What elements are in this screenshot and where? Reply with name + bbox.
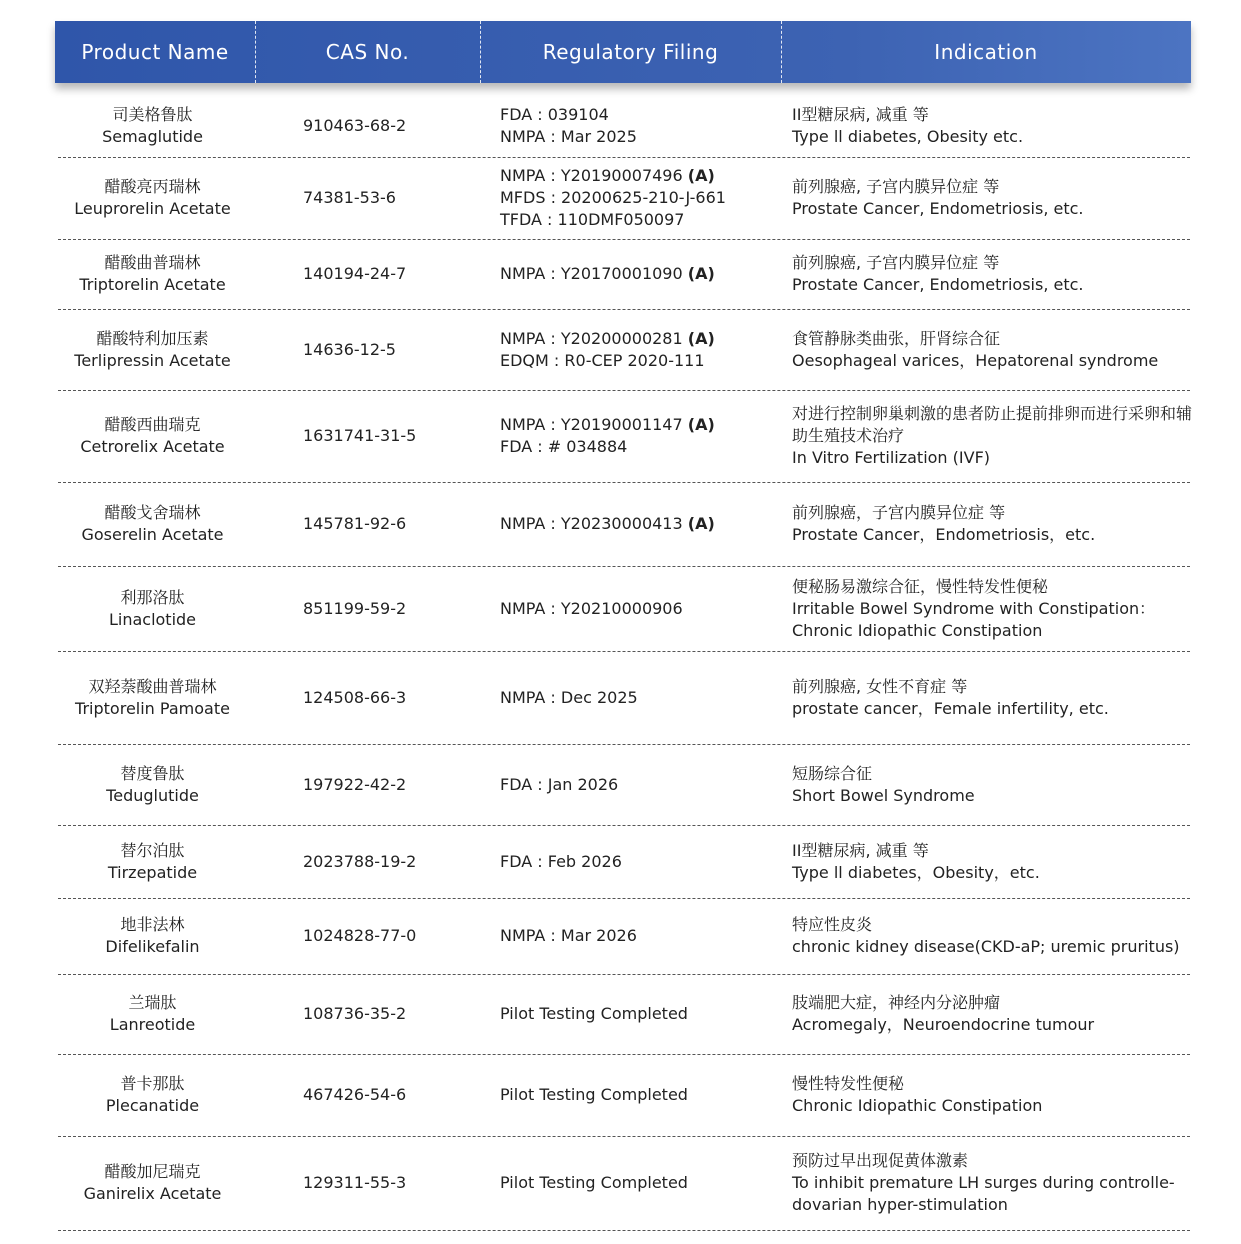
regulatory-filing-cell (500, 157, 780, 239)
product-name-cell (55, 157, 250, 239)
cas-number-cell (303, 157, 473, 239)
cas-number-cell (303, 825, 473, 898)
regulatory-filing-cell (500, 651, 780, 744)
product-name-en: Leuprorelin Acetate (74, 199, 231, 218)
indication-en: Prostate Cancer, Endometriosis, etc. (792, 275, 1084, 294)
filing-text: NMPA : Y20230000413 (500, 514, 683, 533)
table-row (0, 1136, 1241, 1230)
product-name-cn: 双羟萘酸曲普瑞林 (88, 676, 217, 696)
product-name-cn: 司美格鲁肽 (112, 104, 193, 124)
cas-number: 851199-59-2 (303, 598, 407, 618)
cas-number: 14636-12-5 (303, 339, 396, 359)
regulatory-filing-cell (500, 1054, 780, 1136)
product-name-en: Lanreotide (109, 1015, 196, 1034)
table-header (55, 21, 1191, 83)
indication-en: Short Bowel Syndrome (792, 785, 975, 805)
indication-cn: II型糖尿病, 减重 等 (792, 104, 929, 124)
header-cas-no: CAS No. (325, 40, 410, 64)
product-name-en: Teduglutide (106, 785, 199, 805)
cas-number: 1631741-31-5 (303, 426, 417, 445)
product-name-en: Triptorelin Acetate (79, 275, 226, 294)
table-row (0, 566, 1241, 651)
cas-number: 124508-66-3 (303, 687, 407, 707)
cas-number-cell (303, 898, 473, 974)
filing-line (500, 350, 780, 372)
cas-number: 467426-54-6 (303, 1085, 407, 1104)
indication-cell (792, 390, 1192, 482)
filing-text: FDA : # 034884 (500, 437, 628, 456)
filing-text: NMPA : Dec 2025 (500, 687, 638, 707)
product-name-cell (55, 309, 250, 390)
indication-en: Prostate Cancer, Endometriosis, etc. (792, 199, 1084, 218)
regulatory-filing-cell (500, 239, 780, 309)
table-row (0, 898, 1241, 974)
indication-cn: 前列腺癌, 女性不育症 等 (792, 676, 968, 696)
product-name-cell (55, 390, 250, 482)
indication-cell (792, 898, 1192, 974)
product-name-en: Cetrorelix Acetate (80, 437, 225, 456)
table-row (0, 825, 1241, 898)
filing-line (500, 1172, 780, 1194)
cas-number-cell (303, 482, 473, 566)
product-name-cn: 醋酸曲普瑞林 (104, 253, 201, 272)
indication-cn: II型糖尿病, 减重 等 (792, 840, 929, 860)
indication-en: Acromegaly，Neuroendocrine tumour (792, 1015, 1095, 1034)
filing-text: MFDS : 20200625-210-J-661 (500, 188, 726, 207)
product-name-en: Ganirelix Acetate (83, 1184, 222, 1203)
product-name-en: Triptorelin Pamoate (75, 698, 230, 718)
filing-line (500, 513, 780, 535)
cas-number: 129311-55-3 (303, 1173, 407, 1192)
table-row (0, 1054, 1241, 1136)
regulatory-filing-cell (500, 94, 780, 157)
product-name-cell (55, 482, 250, 566)
indication-cell (792, 309, 1192, 390)
product-name-en: Semaglutide (102, 126, 203, 146)
indication-cell (792, 651, 1192, 744)
filing-line (500, 925, 780, 947)
filing-line (500, 1003, 780, 1025)
indication-cn: 对进行控制卵巢刺激的患者防止提前排卵而进行采卵和辅助生殖技术治疗 (792, 404, 1193, 445)
filing-line (500, 126, 780, 148)
indication-en: chronic kidney disease(CKD-aP; uremic pruritus) (792, 937, 1180, 956)
cas-number: 197922-42-2 (303, 774, 407, 794)
filing-flag: (A) (687, 328, 715, 348)
product-name-en: Goserelin Acetate (81, 525, 224, 544)
regulatory-filing-cell (500, 390, 780, 482)
cas-number-cell (303, 239, 473, 309)
cas-number-cell (303, 1136, 473, 1230)
row-divider (58, 1230, 1190, 1231)
indication-en: prostate cancer，Female infertility, etc. (792, 698, 1109, 718)
indication-cell (792, 825, 1192, 898)
product-name-en: Tirzepatide (107, 862, 198, 882)
product-name-en: Plecanatide (105, 1096, 200, 1115)
filing-text: FDA : Jan 2026 (500, 774, 619, 794)
regulatory-filing-cell (500, 744, 780, 825)
indication-cn: 慢性特发性便秘 (792, 1074, 905, 1093)
indication-en: In Vitro Fertilization (IVF) (792, 448, 991, 467)
filing-text: EDQM : R0-CEP 2020-111 (500, 350, 705, 370)
filing-text: FDA : 039104 (500, 104, 609, 124)
indication-en: Type ll diabetes，Obesity，etc. (792, 862, 1040, 882)
filing-line (500, 1084, 780, 1106)
cas-number: 108736-35-2 (303, 1004, 407, 1023)
cas-number-cell (303, 974, 473, 1054)
table-row (0, 157, 1241, 239)
indication-cell (792, 1054, 1192, 1136)
table-row (0, 309, 1241, 390)
cas-number: 2023788-19-2 (303, 851, 417, 871)
product-name-cell (55, 974, 250, 1054)
filing-line (500, 187, 780, 209)
indication-cn: 前列腺癌, 子宫内膜异位症 等 (792, 177, 1000, 196)
filing-text: TFDA : 110DMF050097 (500, 210, 685, 229)
cas-number: 74381-53-6 (303, 188, 396, 207)
product-name-cell (55, 239, 250, 309)
product-name-cn: 醋酸加尼瑞克 (104, 1162, 201, 1181)
indication-cell (792, 974, 1192, 1054)
cas-number-cell (303, 390, 473, 482)
indication-en: Irritable Bowel Syndrome with Constipation：Chronic Idiopathic Constipation (792, 598, 1156, 640)
cas-number-cell (303, 94, 473, 157)
filing-flag: (A) (687, 514, 715, 533)
header-regulatory-filing: Regulatory Filing (542, 40, 719, 64)
indication-en: Chronic Idiopathic Constipation (792, 1096, 1043, 1115)
table-row (0, 94, 1241, 157)
indication-cell (792, 94, 1192, 157)
cas-number-cell (303, 651, 473, 744)
filing-flag: (A) (687, 415, 715, 434)
filing-line (500, 687, 780, 709)
product-name-cn: 普卡那肽 (120, 1074, 185, 1093)
regulatory-filing-cell (500, 898, 780, 974)
indication-cn: 肢端肥大症，神经内分泌肿瘤 (792, 993, 1001, 1012)
filing-text: NMPA : Mar 2026 (500, 926, 637, 945)
indication-cn: 前列腺癌，子宫内膜异位症 等 (792, 503, 1006, 522)
indication-en: Prostate Cancer，Endometriosis，etc. (792, 525, 1096, 544)
product-name-cn: 醋酸戈舍瑞林 (104, 503, 201, 522)
filing-text: FDA : Feb 2026 (500, 851, 622, 871)
product-name-cell (55, 94, 250, 157)
cas-number-cell (303, 566, 473, 651)
filing-text: Pilot Testing Completed (500, 1004, 688, 1023)
product-name-cell (55, 1054, 250, 1136)
product-name-cn: 利那洛肽 (120, 587, 185, 607)
regulatory-filing-cell (500, 566, 780, 651)
filing-text: NMPA : Y20190001147 (500, 415, 683, 434)
product-name-cell (55, 566, 250, 651)
filing-line (500, 209, 780, 231)
product-name-cn: 替尔泊肽 (120, 840, 185, 860)
product-name-cn: 醋酸西曲瑞克 (104, 415, 201, 434)
filing-text: Pilot Testing Completed (500, 1173, 688, 1192)
table-row (0, 239, 1241, 309)
cas-number-cell (303, 744, 473, 825)
indication-en: Type ll diabetes, Obesity etc. (792, 126, 1024, 146)
header-indication: Indication (934, 40, 1038, 64)
indication-cn: 预防过早出现促黄体激素 (792, 1151, 969, 1170)
table-row (0, 744, 1241, 825)
product-name-cell (55, 744, 250, 825)
indication-cell (792, 157, 1192, 239)
regulatory-filing-cell (500, 482, 780, 566)
header-product-name: Product Name (81, 40, 229, 64)
indication-cn: 便秘肠易激综合征，慢性特发性便秘 (792, 576, 1049, 596)
product-name-cell (55, 651, 250, 744)
indication-en: Oesophageal varices，Hepatorenal syndrome (792, 350, 1159, 370)
regulatory-filing-cell (500, 1136, 780, 1230)
table-row (0, 482, 1241, 566)
cas-number: 145781-92-6 (303, 514, 407, 533)
filing-text: NMPA : Y20170001090 (500, 264, 683, 283)
indication-cn: 短肠综合征 (792, 763, 873, 783)
product-name-cn: 醋酸亮丙瑞林 (104, 177, 201, 196)
cas-number: 140194-24-7 (303, 264, 407, 283)
filing-line (500, 104, 780, 126)
regulatory-filing-cell (500, 825, 780, 898)
filing-line (500, 436, 780, 458)
cas-number: 1024828-77-0 (303, 926, 417, 945)
filing-line (500, 774, 780, 796)
filing-line (500, 414, 780, 436)
table-row (0, 651, 1241, 744)
indication-cell (792, 744, 1192, 825)
indication-cn: 前列腺癌, 子宫内膜异位症 等 (792, 253, 1000, 272)
product-name-cell (55, 1136, 250, 1230)
indication-cn: 食管静脉类曲张，肝肾综合征 (792, 328, 1001, 348)
regulatory-filing-cell (500, 974, 780, 1054)
filing-line (500, 263, 780, 285)
filing-line (500, 598, 780, 620)
product-name-en: Linaclotide (108, 609, 197, 629)
product-name-cn: 兰瑞肽 (128, 993, 177, 1012)
filing-line (500, 328, 780, 350)
filing-text: Pilot Testing Completed (500, 1085, 688, 1104)
filing-text: NMPA : Y20190007496 (500, 166, 683, 185)
cas-number-cell (303, 309, 473, 390)
filing-line (500, 851, 780, 873)
indication-cell (792, 482, 1192, 566)
cas-number: 910463-68-2 (303, 115, 407, 135)
product-name-cn: 替度鲁肽 (120, 763, 185, 783)
indication-cn: 特应性皮炎 (792, 915, 873, 934)
filing-text: NMPA : Mar 2025 (500, 126, 637, 146)
indication-en: To inhibit premature LH surges during controlle-dovarian hyper-stimulation (792, 1173, 1175, 1214)
product-name-en: Difelikefalin (105, 937, 200, 956)
product-name-cell (55, 825, 250, 898)
table-row (0, 974, 1241, 1054)
product-name-cell (55, 898, 250, 974)
filing-text: NMPA : Y20200000281 (500, 328, 683, 348)
table-row (0, 390, 1241, 482)
indication-cell (792, 239, 1192, 309)
cas-number-cell (303, 1054, 473, 1136)
filing-line (500, 165, 780, 187)
indication-cell (792, 566, 1192, 651)
filing-text: NMPA : Y20210000906 (500, 598, 683, 618)
product-name-cn: 地非法林 (120, 915, 185, 934)
product-name-cn: 醋酸特利加压素 (96, 328, 209, 348)
filing-flag: (A) (687, 166, 715, 185)
filing-flag: (A) (687, 264, 715, 283)
product-name-en: Terlipressin Acetate (74, 350, 231, 370)
indication-cell (792, 1136, 1192, 1230)
regulatory-filing-cell (500, 309, 780, 390)
